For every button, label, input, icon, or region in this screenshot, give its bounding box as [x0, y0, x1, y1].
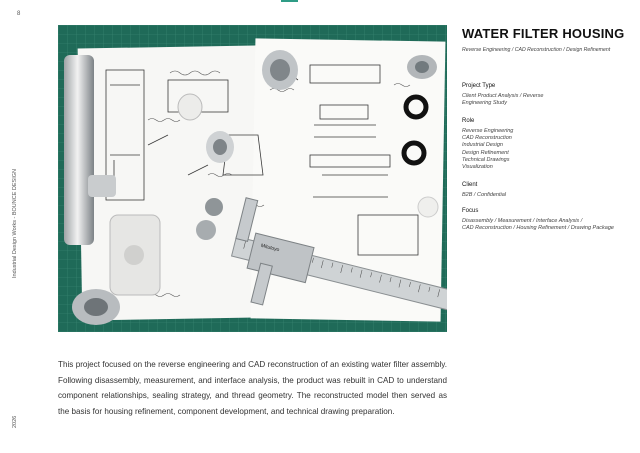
- project-title: WATER FILTER HOUSING: [462, 26, 625, 41]
- meta-value: Design Refinement: [462, 149, 509, 156]
- meta-value: CAD Reconstruction / Housing Refinement / Drawing Package: [462, 225, 614, 232]
- side-label: Industrial Design Works - BOUNCE DESIGN: [12, 168, 18, 278]
- meta-client: [462, 182, 632, 199]
- chrome-tube: [64, 55, 94, 245]
- meta-project-type: [462, 83, 632, 107]
- meta-value: B2B / Confidential: [462, 192, 507, 198]
- project-subtitle: Reverse Engineering / CAD Reconstruction / Design Refinement: [462, 47, 611, 53]
- page-number: 8: [17, 11, 21, 17]
- caliper-brand: Mitutoyo: [260, 242, 280, 254]
- meta-value: CAD Reconstruction: [462, 135, 512, 142]
- meta-label: Project Type: [462, 83, 496, 89]
- meta-value: Industrial Design: [462, 142, 503, 149]
- year-label: 2026: [12, 415, 18, 428]
- meta-value: Visualization: [462, 164, 493, 171]
- top-accent-bar: [281, 0, 298, 2]
- meta-value: Client Product Analysis / Reverse: [462, 93, 544, 99]
- meta-label: Role: [462, 118, 475, 124]
- meta-focus: [462, 208, 632, 232]
- project-photo: [58, 25, 447, 332]
- meta-label: Focus: [462, 208, 479, 214]
- meta-value: Disassembly / Measurement / Interface Analysis /: [462, 218, 583, 224]
- meta-value: Engineering Study: [462, 100, 507, 107]
- meta-role: [462, 118, 632, 171]
- meta-label: Client: [462, 182, 478, 188]
- meta-value: Reverse Engineering: [462, 128, 514, 134]
- meta-value: Technical Drawings: [462, 156, 510, 163]
- project-description: This project focused on the reverse engineering and CAD reconstruction of an existing water filter assembly. Following disassembly, measurement, and interface analysis, the product was rebuilt in CAD to understand component relationships, sealing strategy, and thread geometry. The reconstructed model then served as the basis for housing refinement, component development, and technical drawing preparation.: [58, 360, 447, 416]
